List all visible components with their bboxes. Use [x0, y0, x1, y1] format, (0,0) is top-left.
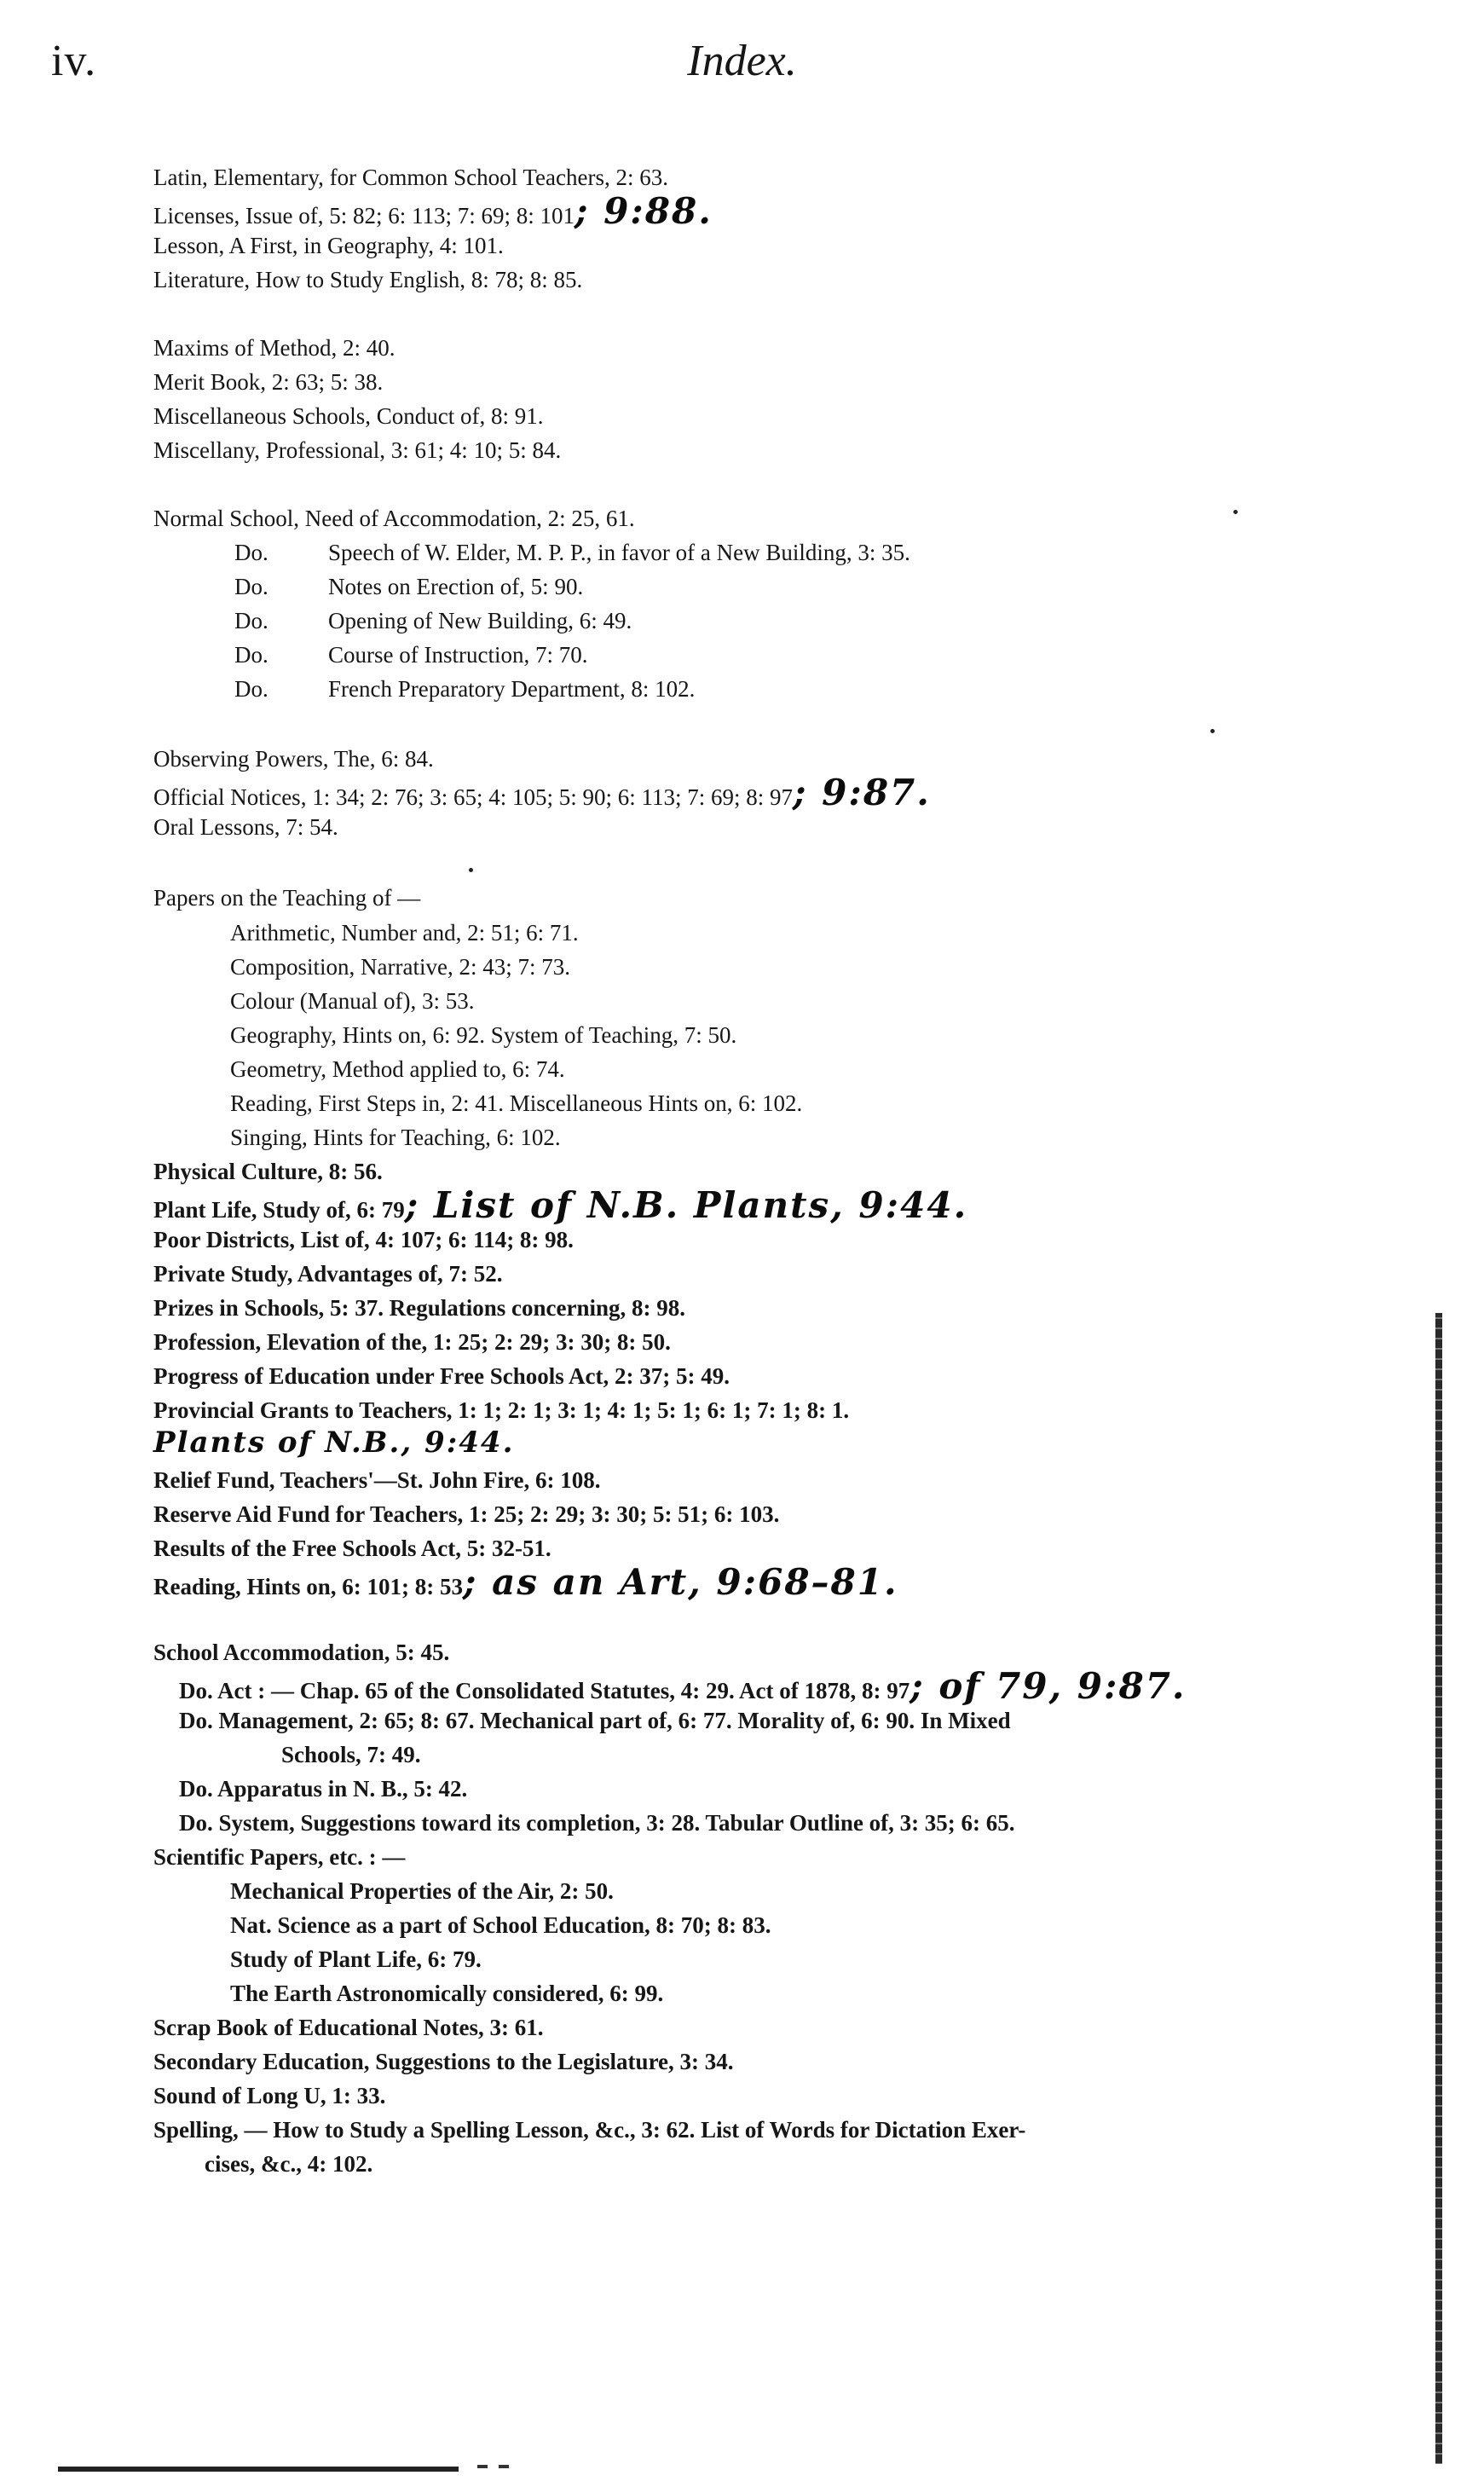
index-subentry: Geography, Hints on, 6: 92. System of Teaching, 7: 50.	[230, 1022, 737, 1048]
index-entry: Oral Lessons, 7: 54.	[153, 814, 338, 840]
scan-dash	[499, 2465, 509, 2468]
index-entry: Profession, Elevation of the, 1: 25; 2: 29; 3: 30; 8: 50.	[153, 1329, 671, 1355]
index-subentry: Singing, Hints for Teaching, 6: 102.	[230, 1125, 561, 1150]
handwritten-note: ; List of N.B. Plants, 9:44.	[404, 1184, 968, 1226]
index-entry: cises, &c., 4: 102.	[205, 2151, 373, 2177]
page-title: Index.	[687, 37, 797, 85]
index-entry: Latin, Elementary, for Common School Teachers, 2: 63.	[153, 165, 668, 190]
entry-text: Do. Act : — Chap. 65 of the Consolidated Statutes, 4: 29. Act of 1878, 8: 97	[179, 1678, 910, 1703]
index-entry: Miscellaneous Schools, Conduct of, 8: 91.	[153, 403, 544, 429]
index-entry: Spelling, — How to Study a Spelling Lesson, &c., 3: 62. List of Words for Dictation Exer-	[153, 2117, 1026, 2143]
index-subentry: Do. Apparatus in N. B., 5: 42.	[179, 1776, 468, 1802]
entry-text: Speech of W. Elder, M. P. P., in favor of a New Building, 3: 35.	[328, 540, 910, 565]
entry-text: Course of Instruction, 7: 70.	[328, 642, 588, 668]
index-entry: Scrap Book of Educational Notes, 3: 61.	[153, 2015, 544, 2040]
index-entry: Private Study, Advantages of, 7: 52.	[153, 1261, 503, 1287]
entry-text: Reading, Hints on, 6: 101; 8: 53	[153, 1574, 464, 1599]
handwritten-note: ; 9:88.	[574, 190, 713, 232]
scan-speck	[1210, 729, 1215, 733]
handwritten-note: ; 9:87.	[792, 772, 931, 813]
entry-text: Opening of New Building, 6: 49.	[328, 608, 632, 633]
index-subentry	[234, 674, 695, 704]
scan-dash	[477, 2465, 488, 2468]
scan-edge-rule	[1435, 1313, 1442, 2464]
index-entry: Miscellany, Professional, 3: 61; 4: 10; 5: 84.	[153, 437, 562, 463]
ditto-mark: Do.	[234, 642, 269, 668]
index-entry	[153, 190, 713, 232]
index-entry: Sound of Long U, 1: 33.	[153, 2083, 386, 2108]
index-entry: School Accommodation, 5: 45.	[153, 1640, 450, 1665]
scan-speck	[469, 868, 473, 872]
index-entry	[153, 1561, 898, 1603]
handwritten-note: Plants of N.B., 9:44.	[153, 1426, 515, 1460]
scan-bottom-rule	[58, 2467, 459, 2472]
index-entry: Results of the Free Schools Act, 5: 32-51.	[153, 1536, 551, 1561]
handwritten-note: ; as an Art, 9:68–81.	[463, 1561, 898, 1603]
index-subentry	[234, 571, 583, 602]
index-entry: Scientific Papers, etc. : —	[153, 1844, 406, 1870]
index-entry: Literature, How to Study English, 8: 78; 8: 85.	[153, 267, 583, 292]
index-entry: Papers on the Teaching of —	[153, 885, 421, 911]
index-subentry: Colour (Manual of), 3: 53.	[230, 988, 475, 1014]
index-entry: Normal School, Need of Accommodation, 2: 25, 61.	[153, 506, 635, 531]
index-entry: Merit Book, 2: 63; 5: 38.	[153, 369, 384, 395]
entry-text: Plant Life, Study of, 6: 79	[153, 1197, 405, 1223]
index-subentry: Nat. Science as a part of School Education, 8: 70; 8: 83.	[230, 1912, 771, 1938]
index-subentry: Reading, First Steps in, 2: 41. Miscellaneous Hints on, 6: 102.	[230, 1090, 803, 1116]
index-entry	[153, 1184, 968, 1226]
index-subentry: The Earth Astronomically considered, 6: 99.	[230, 1981, 664, 2006]
handwritten-note: ; of 79, 9:87.	[909, 1665, 1187, 1707]
index-subentry	[179, 1665, 1187, 1707]
ditto-mark: Do.	[234, 676, 269, 702]
index-subentry: Geometry, Method applied to, 6: 74.	[230, 1056, 565, 1082]
index-subentry: Composition, Narrative, 2: 43; 7: 73.	[230, 954, 570, 980]
index-subentry: Study of Plant Life, 6: 79.	[230, 1946, 482, 1972]
index-subentry	[234, 605, 632, 636]
index-subentry	[234, 639, 587, 670]
entry-text: Notes on Erection of, 5: 90.	[328, 574, 584, 599]
index-entry: Secondary Education, Suggestions to the Legislature, 3: 34.	[153, 2049, 734, 2074]
index-entry: Poor Districts, List of, 4: 107; 6: 114; 8: 98.	[153, 1227, 574, 1252]
index-entry: Physical Culture, 8: 56.	[153, 1159, 383, 1184]
index-subentry: Do. System, Suggestions toward its completion, 3: 28. Tabular Outline of, 3: 35; 6: 65.	[179, 1810, 1015, 1836]
index-entry: Provincial Grants to Teachers, 1: 1; 2: 1; 3: 1; 4: 1; 5: 1; 6: 1; 7: 1; 8: 1.	[153, 1397, 850, 1423]
index-subentry: Mechanical Properties of the Air, 2: 50.	[230, 1878, 614, 1904]
index-subentry: Arithmetic, Number and, 2: 51; 6: 71.	[230, 920, 579, 946]
index-entry: Progress of Education under Free Schools Act, 2: 37; 5: 49.	[153, 1363, 730, 1389]
handwritten-line	[153, 1427, 514, 1458]
index-entry	[153, 772, 931, 813]
page-number: iv.	[51, 37, 97, 85]
ditto-mark: Do.	[234, 608, 269, 633]
index-entry: Reserve Aid Fund for Teachers, 1: 25; 2: 29; 3: 30; 5: 51; 6: 103.	[153, 1501, 780, 1527]
index-entry: Prizes in Schools, 5: 37. Regulations concerning, 8: 98.	[153, 1295, 685, 1321]
entry-text: French Preparatory Department, 8: 102.	[328, 676, 696, 702]
index-entry: Lesson, A First, in Geography, 4: 101.	[153, 233, 504, 258]
index-entry: Relief Fund, Teachers'—St. John Fire, 6: 108.	[153, 1467, 601, 1493]
index-entry: Observing Powers, The, 6: 84.	[153, 746, 434, 772]
scan-speck	[1233, 510, 1238, 514]
index-subentry: Schools, 7: 49.	[281, 1742, 421, 1767]
entry-text: Licenses, Issue of, 5: 82; 6: 113; 7: 69; 8: 101	[153, 203, 575, 228]
index-entry: Maxims of Method, 2: 40.	[153, 335, 396, 361]
entry-text: Official Notices, 1: 34; 2: 76; 3: 65; 4: 105; 5: 90; 6: 113; 7: 69; 8: 97	[153, 784, 793, 810]
ditto-mark: Do.	[234, 540, 269, 565]
ditto-mark: Do.	[234, 574, 269, 599]
index-subentry: Do. Management, 2: 65; 8: 67. Mechanical part of, 6: 77. Morality of, 6: 90. In Mixed	[179, 1708, 1011, 1733]
index-subentry	[234, 537, 910, 568]
